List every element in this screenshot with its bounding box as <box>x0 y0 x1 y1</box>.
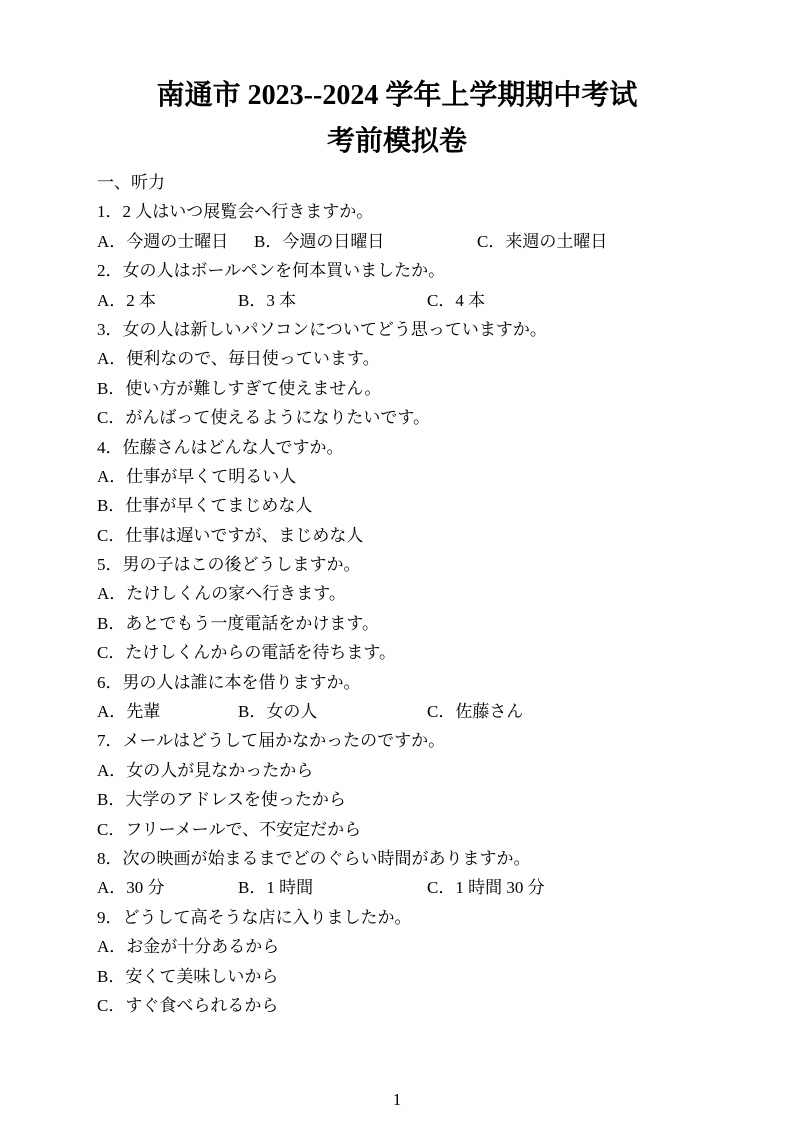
question-9-option-a: A．お金が十分あるから <box>97 937 280 957</box>
question-6-option-a: A．先輩 <box>97 702 161 722</box>
question-5-option-b: B．あとでもう一度電話をかけます。 <box>97 613 379 633</box>
section-heading: 一、听力 <box>97 173 165 192</box>
question-1-option-b: B．今週の日曜日 <box>254 231 385 251</box>
question-5-text: 5．男の子はこの後どうしますか。 <box>97 555 361 575</box>
question-2-option-c: C．4 本 <box>427 290 486 310</box>
question-7-text: 7．メールはどうして届かなかったのですか。 <box>97 731 446 751</box>
question-4-text: 4．佐藤さんはどんな人ですか。 <box>97 437 344 457</box>
question-2-text: 2．女の人はボールペンを何本買いましたか。 <box>97 261 446 281</box>
question-3-option-a: A．便利なので、毎日使っています。 <box>97 349 380 369</box>
exam-body <box>97 168 757 1020</box>
question-1-option-c: C．来週の土曜日 <box>477 231 608 251</box>
question-3-option-c: C．がんばって使えるようになりたいです。 <box>97 408 430 428</box>
question-1-option-a: A．今週の士曜日 <box>97 231 229 251</box>
question-4-option-b: B．仕事が早くてまじめな人 <box>97 496 313 516</box>
question-5-option-a: A．たけしくんの家へ行きます。 <box>97 584 346 604</box>
question-1-options-row <box>97 227 757 256</box>
question-1-text: 1．2 人はいつ展覧会へ行きますか。 <box>97 202 374 222</box>
question-2-option-a: A．2 本 <box>97 290 157 310</box>
question-8-option-c: C．1 時間 30 分 <box>427 878 545 898</box>
page-number: 1 <box>392 1090 402 1109</box>
question-7-option-c: C．フリーメールで、不安定だから <box>97 819 362 839</box>
exam-subtitle: 考前模拟卷 <box>326 126 467 157</box>
question-6-option-c: C．佐藤さん <box>427 702 524 722</box>
question-8-option-b: B．1 時間 <box>238 878 314 898</box>
question-5-option-c: C．たけしくんからの電話を待ちます。 <box>97 643 396 663</box>
question-9-text: 9．どうして高そうな店に入りましたか。 <box>97 907 412 927</box>
question-3-option-b: B．使い方が難しすぎて使えません。 <box>97 378 382 398</box>
question-8-text: 8．次の映画が始まるまでどのぐらい時間がありますか。 <box>97 848 531 868</box>
question-6-text: 6．男の人は誰に本を借りますか。 <box>97 672 361 692</box>
question-6-options-row <box>97 697 757 726</box>
question-9-option-b: B．安くて美味しいから <box>97 966 279 986</box>
question-7-option-a: A．女の人が見なかったから <box>97 760 314 780</box>
question-2-option-b: B．3 本 <box>238 290 297 310</box>
exam-title: 南通市 2023--2024 学年上学期期中考试 <box>156 80 638 111</box>
question-8-options-row <box>97 873 757 902</box>
question-4-option-c: C．仕事は遅いですが、まじめな人 <box>97 525 364 545</box>
question-3-text: 3．女の人は新しいパソコンについてどう思っていますか。 <box>97 319 547 339</box>
question-7-option-b: B．大学のアドレスを使ったから <box>97 790 346 810</box>
question-8-option-a: A．30 分 <box>97 878 165 898</box>
question-4-option-a: A．仕事が早くて明るい人 <box>97 466 297 486</box>
question-2-options-row <box>97 286 757 315</box>
question-9-option-c: C．すぐ食べられるから <box>97 995 279 1015</box>
question-6-option-b: B．女の人 <box>238 702 318 722</box>
